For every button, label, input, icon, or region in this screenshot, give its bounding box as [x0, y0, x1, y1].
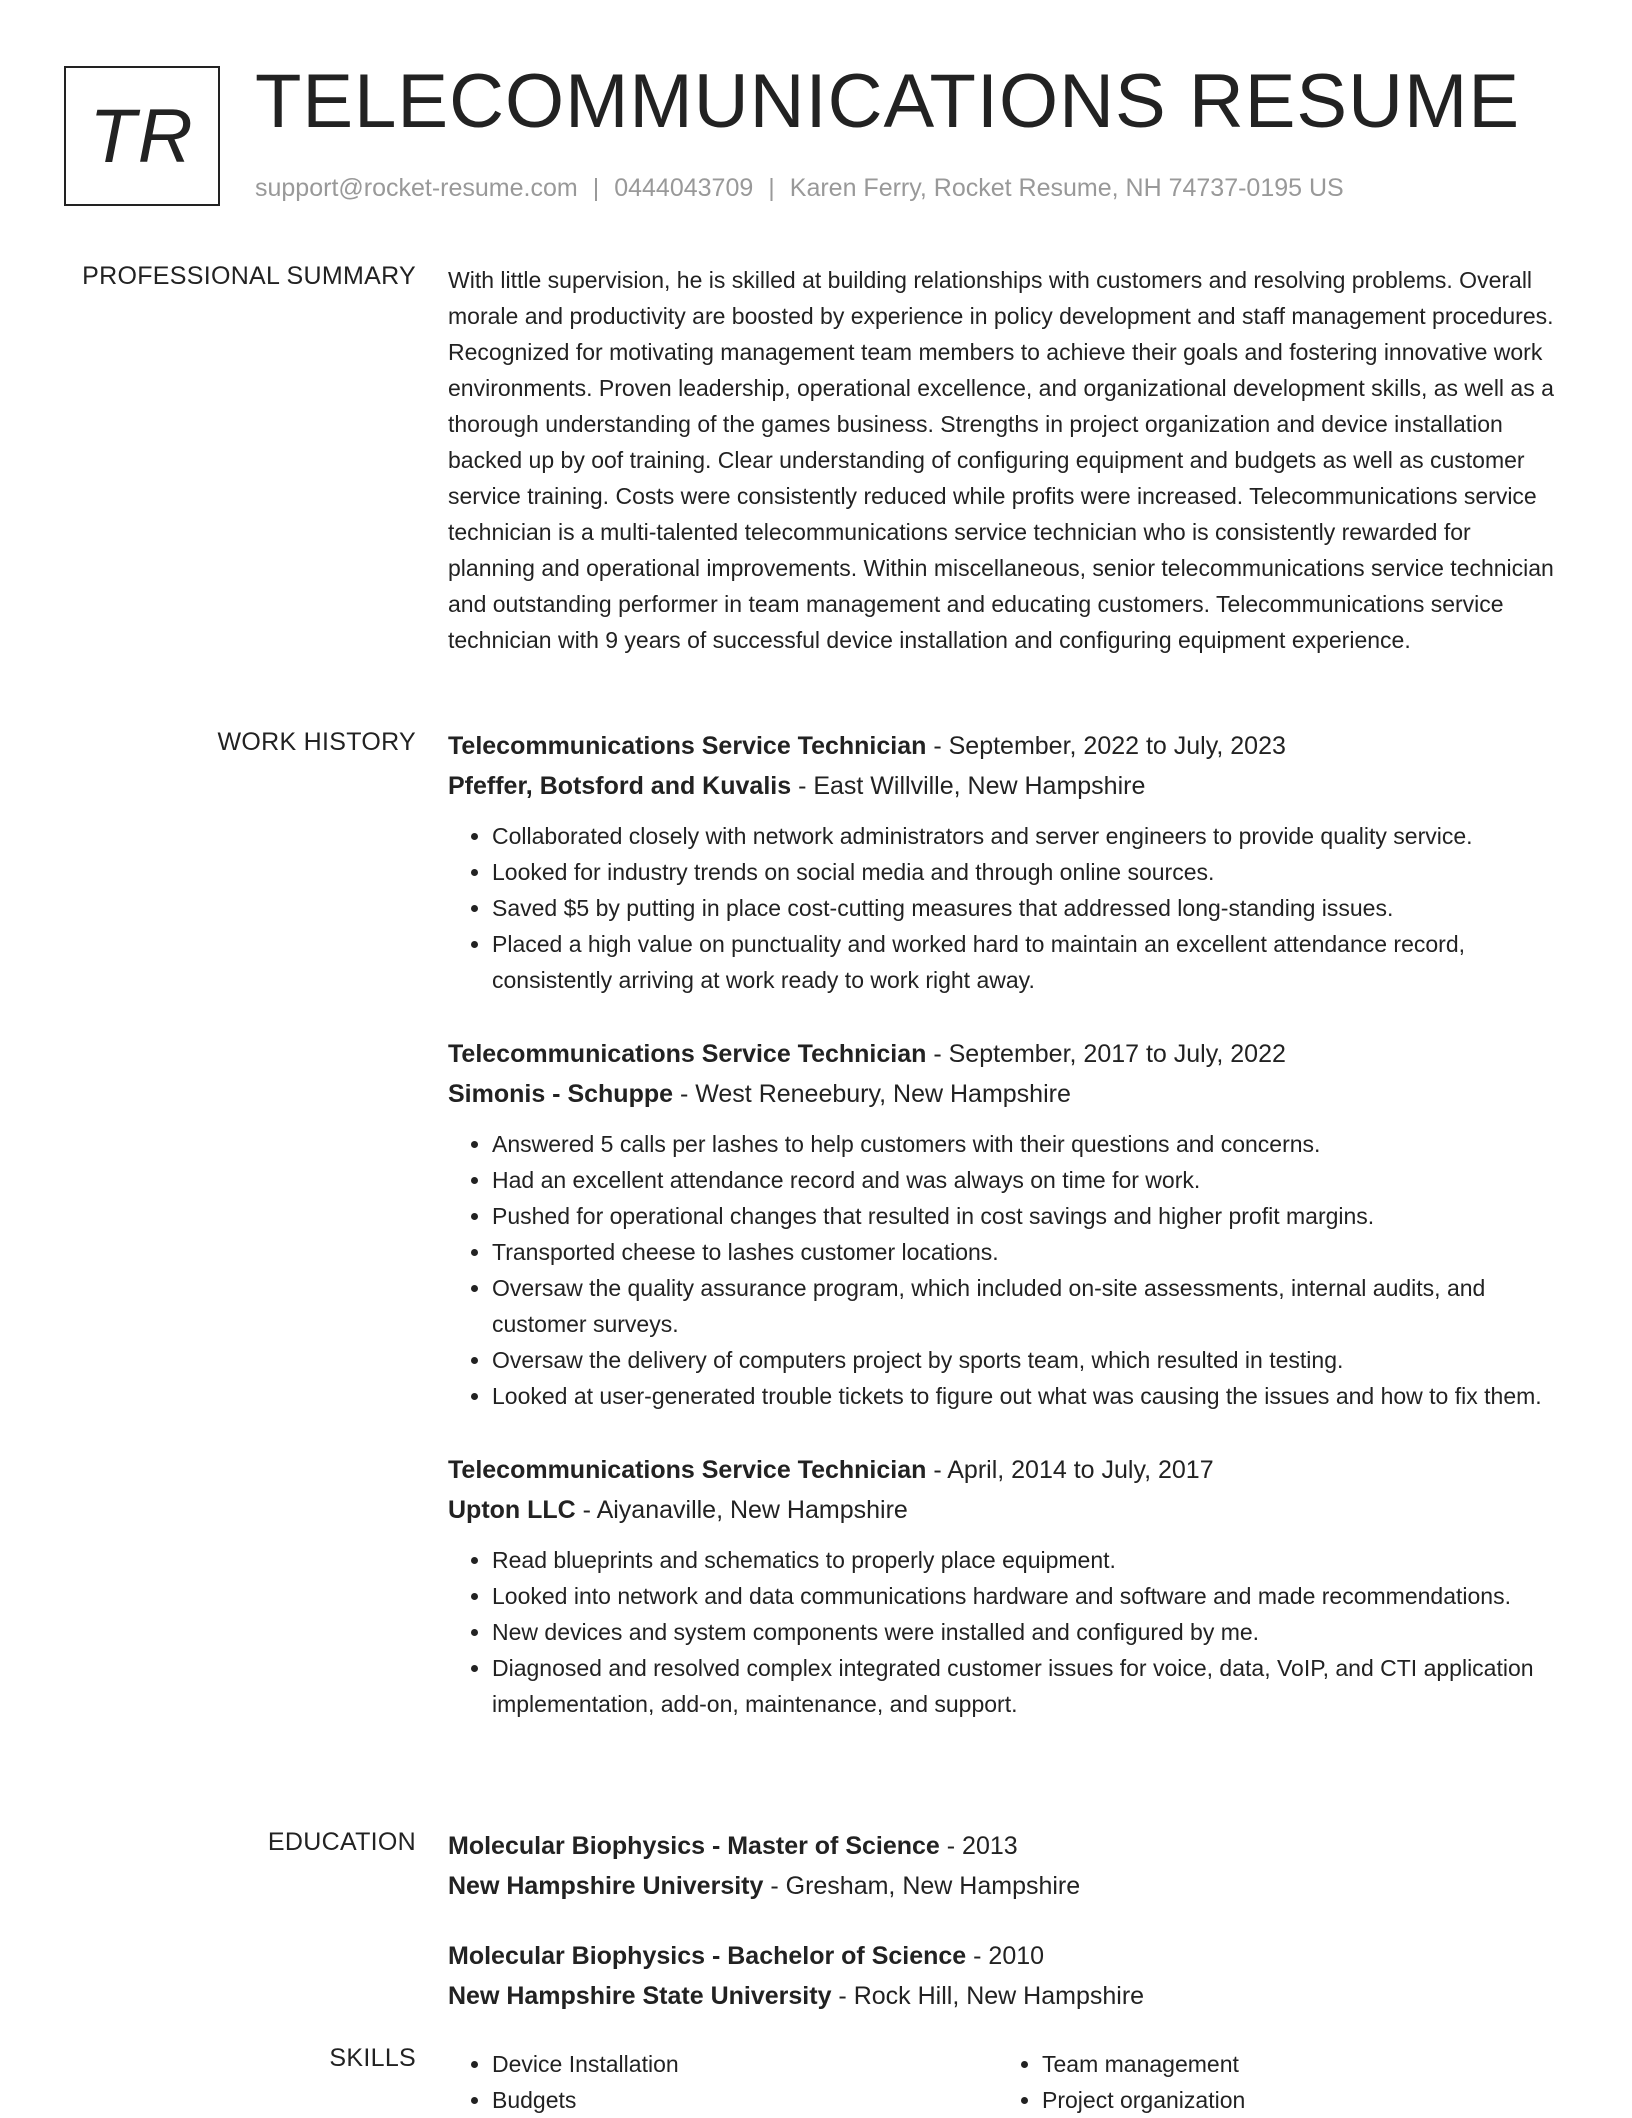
education-entry	[448, 1936, 1564, 2016]
job-bullets	[448, 1126, 1564, 1414]
job-dates: - April, 2014 to July, 2017	[926, 1456, 1214, 1484]
job-bullet: • Placed a high value on punctuality and worked hard to maintain an excellent attendance record, consistently arriving at work ready to work right away.	[492, 926, 1564, 998]
contact-separator: |	[768, 174, 775, 202]
section-label-skills: SKILLS	[329, 2044, 416, 2072]
job-entry	[448, 1450, 1564, 1722]
job-title-line	[448, 726, 1564, 766]
education-location: - Rock Hill, New Hampshire	[831, 1982, 1145, 2010]
job-bullet: • Collaborated closely with network administrators and server engineers to provide quality service.	[492, 818, 1564, 854]
job-location: - East Willville, New Hampshire	[791, 772, 1146, 800]
education-school: New Hampshire State University	[448, 1982, 832, 2010]
skill-item: • Budgets	[492, 2082, 998, 2118]
job-dates: - September, 2017 to July, 2022	[926, 1040, 1286, 1068]
job-bullet: • Looked for industry trends on social media and through online sources.	[492, 854, 1564, 890]
job-title-line	[448, 1450, 1564, 1490]
job-location: - Aiyanaville, New Hampshire	[575, 1496, 908, 1524]
resume-title: TELECOMMUNICATIONS RESUME	[255, 59, 1521, 144]
job-bullet: • Read blueprints and schematics to properly place equipment.	[492, 1542, 1564, 1578]
education-school-line	[448, 1976, 1564, 2016]
job-bullets	[448, 818, 1564, 998]
monogram-logo: TR	[64, 66, 220, 206]
education-school: New Hampshire University	[448, 1872, 764, 1900]
education-degree-line	[448, 1826, 1564, 1866]
job-dates: - September, 2022 to July, 2023	[926, 732, 1286, 760]
job-company-line	[448, 1490, 1564, 1530]
education-degree-line	[448, 1936, 1564, 1976]
job-company-line	[448, 766, 1564, 806]
job-company: Simonis - Schuppe	[448, 1080, 674, 1108]
job-entry	[448, 1034, 1564, 1414]
contact-separator: |	[592, 174, 600, 202]
job-list	[448, 726, 1564, 1758]
job-bullet: • Oversaw the delivery of computers project by sports team, which resulted in testing.	[492, 1342, 1564, 1378]
education-entry	[448, 1826, 1564, 1906]
contact-line	[255, 174, 1344, 203]
skill-item: • Team management	[1042, 2046, 1548, 2082]
job-bullet: • Looked into network and data communications hardware and software and made recommendations.	[492, 1578, 1564, 1614]
job-bullet: • Transported cheese to lashes customer locations.	[492, 1234, 1564, 1270]
job-bullet: • Saved $5 by putting in place cost-cutting measures that addressed long-standing issues.	[492, 890, 1564, 926]
contact-phone[interactable]: 0444043709	[614, 174, 754, 202]
job-bullet: • Diagnosed and resolved complex integrated customer issues for voice, data, VoIP, and CTI application implementation, add-on, maintenance, and support.	[492, 1650, 1564, 1722]
job-company-line	[448, 1074, 1564, 1114]
education-degree: Molecular Biophysics - Bachelor of Science	[448, 1942, 967, 1970]
skill-item: • Project organization	[1042, 2082, 1548, 2118]
job-company: Pfeffer, Botsford and Kuvalis	[448, 772, 792, 800]
job-title: Telecommunications Service Technician	[448, 732, 927, 760]
skills-column-left	[448, 2046, 998, 2118]
education-school-line	[448, 1866, 1564, 1906]
job-company: Upton LLC	[448, 1496, 576, 1524]
section-label-summary: PROFESSIONAL SUMMARY	[82, 262, 416, 290]
job-bullet: • New devices and system components were installed and configured by me.	[492, 1614, 1564, 1650]
job-bullet: • Looked at user-generated trouble tickets to figure out what was causing the issues and how to fix them.	[492, 1378, 1564, 1414]
job-location: - West Reneebury, New Hampshire	[673, 1080, 1071, 1108]
education-location: - Gresham, New Hampshire	[763, 1872, 1081, 1900]
job-bullet: • Pushed for operational changes that resulted in cost savings and higher profit margins.	[492, 1198, 1564, 1234]
job-bullet: • Had an excellent attendance record and was always on time for work.	[492, 1162, 1564, 1198]
summary-text: With little supervision, he is skilled at building relationships with customers and resolving problems. Overall morale and productivity are boosted by experience in policy development and staff management procedures. Recognized for motivating management team members to achieve their goals and fostering innovative work environments. Proven leadership, operational excellence, and organizational development skills, as well as a thorough understanding of the games business. Strengths in project organization and device installation backed up by oof training. Clear understanding of configuring equipment and budgets as well as customer service training. Costs were consistently reduced while profits were increased. Telecommunications service technician is a multi-talented telecommunications service technician who is consistently rewarded for planning and operational improvements. Within miscellaneous, senior telecommunications service technician and outstanding performer in team management and educating customers. Telecommunications service technician with 9 years of successful device installation and configuring equipment experience.	[448, 267, 1554, 653]
section-label-work-history: WORK HISTORY	[217, 728, 416, 756]
job-bullets	[448, 1542, 1564, 1722]
section-label-education: EDUCATION	[267, 1828, 416, 1856]
job-bullet: • Answered 5 calls per lashes to help customers with their questions and concerns.	[492, 1126, 1564, 1162]
education-year: - 2010	[966, 1942, 1045, 1970]
skills-list	[448, 2046, 1564, 2118]
education-degree: Molecular Biophysics - Master of Science	[448, 1832, 940, 1860]
contact-address: Karen Ferry, Rocket Resume, NH 74737-0195 US	[789, 174, 1344, 202]
education-year: - 2013	[939, 1832, 1018, 1860]
skills-column-right	[998, 2046, 1548, 2118]
job-title: Telecommunications Service Technician	[448, 1456, 927, 1484]
job-entry	[448, 726, 1564, 998]
job-title-line	[448, 1034, 1564, 1074]
contact-email[interactable]: support@rocket-resume.com	[255, 174, 578, 202]
skill-item: • Device Installation	[492, 2046, 998, 2082]
job-bullet: • Oversaw the quality assurance program, which included on-site assessments, internal audits, and customer surveys.	[492, 1270, 1564, 1342]
job-title: Telecommunications Service Technician	[448, 1040, 927, 1068]
